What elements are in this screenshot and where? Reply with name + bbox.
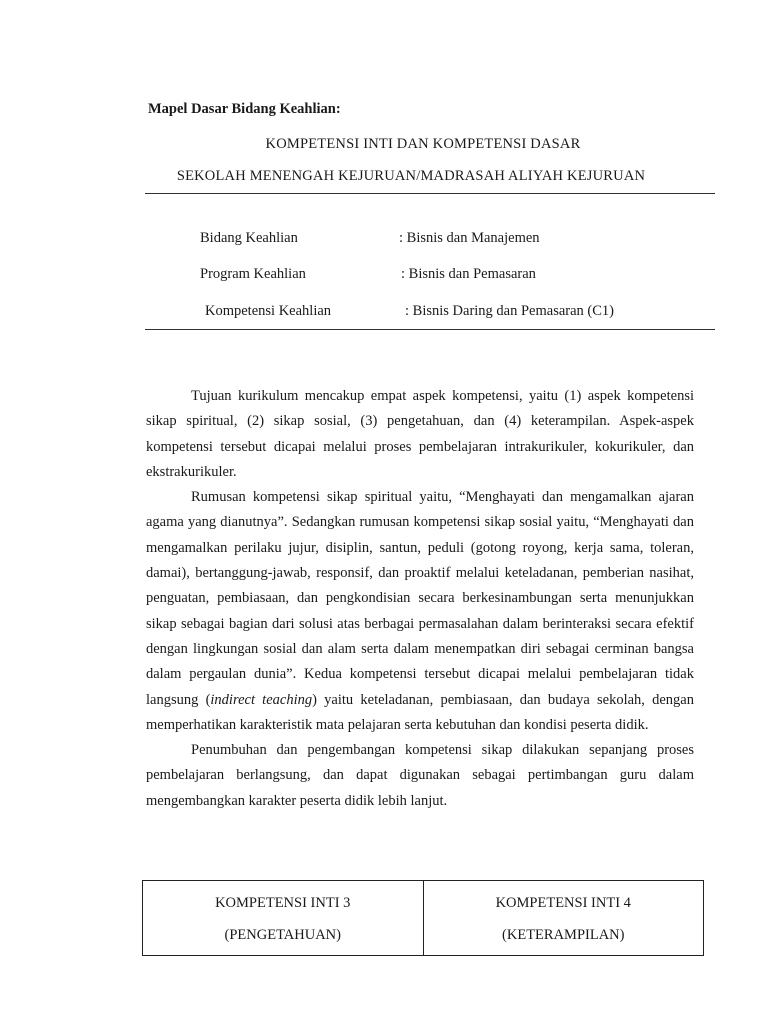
table-header-cell-ki3	[143, 881, 424, 956]
info-value: : Bisnis dan Pemasaran	[401, 266, 536, 282]
subject-heading: Mapel Dasar Bidang Keahlian:	[148, 101, 341, 117]
ki4-title: KOMPETENSI INTI 4	[495, 895, 631, 911]
paragraph-3: Penumbuhan dan pengembangan kompetensi sikap dilakukan sepanjang proses pembelajaran berlangsung, dan dapat digunakan sebagai pertimbangan guru dalam mengembangkan karakter peserta didik lebih lanjut.	[146, 742, 694, 809]
info-value: : Bisnis dan Manajemen	[399, 230, 540, 246]
document-title-line1: KOMPETENSI INTI DAN KOMPETENSI DASAR	[265, 136, 581, 152]
info-label: Kompetensi Keahlian	[205, 303, 332, 319]
info-label: Bidang Keahlian	[200, 230, 298, 246]
info-label: Program Keahlian	[200, 266, 306, 282]
document-title-line2: SEKOLAH MENENGAH KEJURUAN/MADRASAH ALIYAH KEJURUAN	[176, 168, 646, 184]
bottom-divider	[145, 329, 715, 330]
paragraph-2-part-b: ) yaitu keteladanan, pembiasaan, dan budaya sekolah, dengan memperhatikan karakteristik mata pelajaran serta kebutuhan dan kondisi peserta didik.	[146, 691, 694, 733]
paragraph-1: Tujuan kurikulum mencakup empat aspek kompetensi, yaitu (1) aspek kompetensi sikap spiritual, (2) sikap sosial, (3) pengetahuan, dan (4) keterampilan. Aspek-aspek kompetensi tersebut dicapai melalui proses pembelajaran intrakurikuler, kokurikuler, dan ekstrakurikuler.	[146, 388, 694, 480]
ki4-subtitle: (KETERAMPILAN)	[502, 927, 625, 943]
kompetensi-inti-table	[142, 880, 704, 956]
ki3-title: KOMPETENSI INTI 3	[215, 895, 351, 911]
paragraph-2-part-a: Rumusan kompetensi sikap spiritual yaitu, “Menghayati dan mengamalkan ajaran agama yang dianutnya”. Sedangkan rumusan kompetensi sikap sosial yaitu, “Menghayati dan mengamalkan perilaku jujur, disiplin, santun, peduli (gotong royong, kerja sama, toleran, damai), bertanggung-jawab, responsif, dan proaktif melalui keteladanan, pemberian nasihat, penguatan, pembiasaan, dan pengkondisian secara berkesinambungan serta menunjukkan sikap sebagai bagian dari solusi atas berbagai permasalahan dalam berinteraksi secara efektif dengan lingkungan sosial dan alam serta dalam menempatkan diri sebagai cerminan bangsa dalam pergaulan dunia”. Kedua kompetensi tersebut dicapai melalui pembelajaran tidak langsung (	[146, 489, 694, 708]
table-header-cell-ki4	[423, 881, 704, 956]
paragraph-2	[146, 485, 694, 738]
top-divider	[145, 193, 715, 194]
info-value: : Bisnis Daring dan Pemasaran (C1)	[405, 303, 615, 319]
table-row	[143, 881, 704, 956]
body-text	[146, 384, 694, 814]
paragraph-2-italic: indirect teaching	[210, 691, 313, 708]
ki3-subtitle: (PENGETAHUAN)	[224, 927, 341, 943]
